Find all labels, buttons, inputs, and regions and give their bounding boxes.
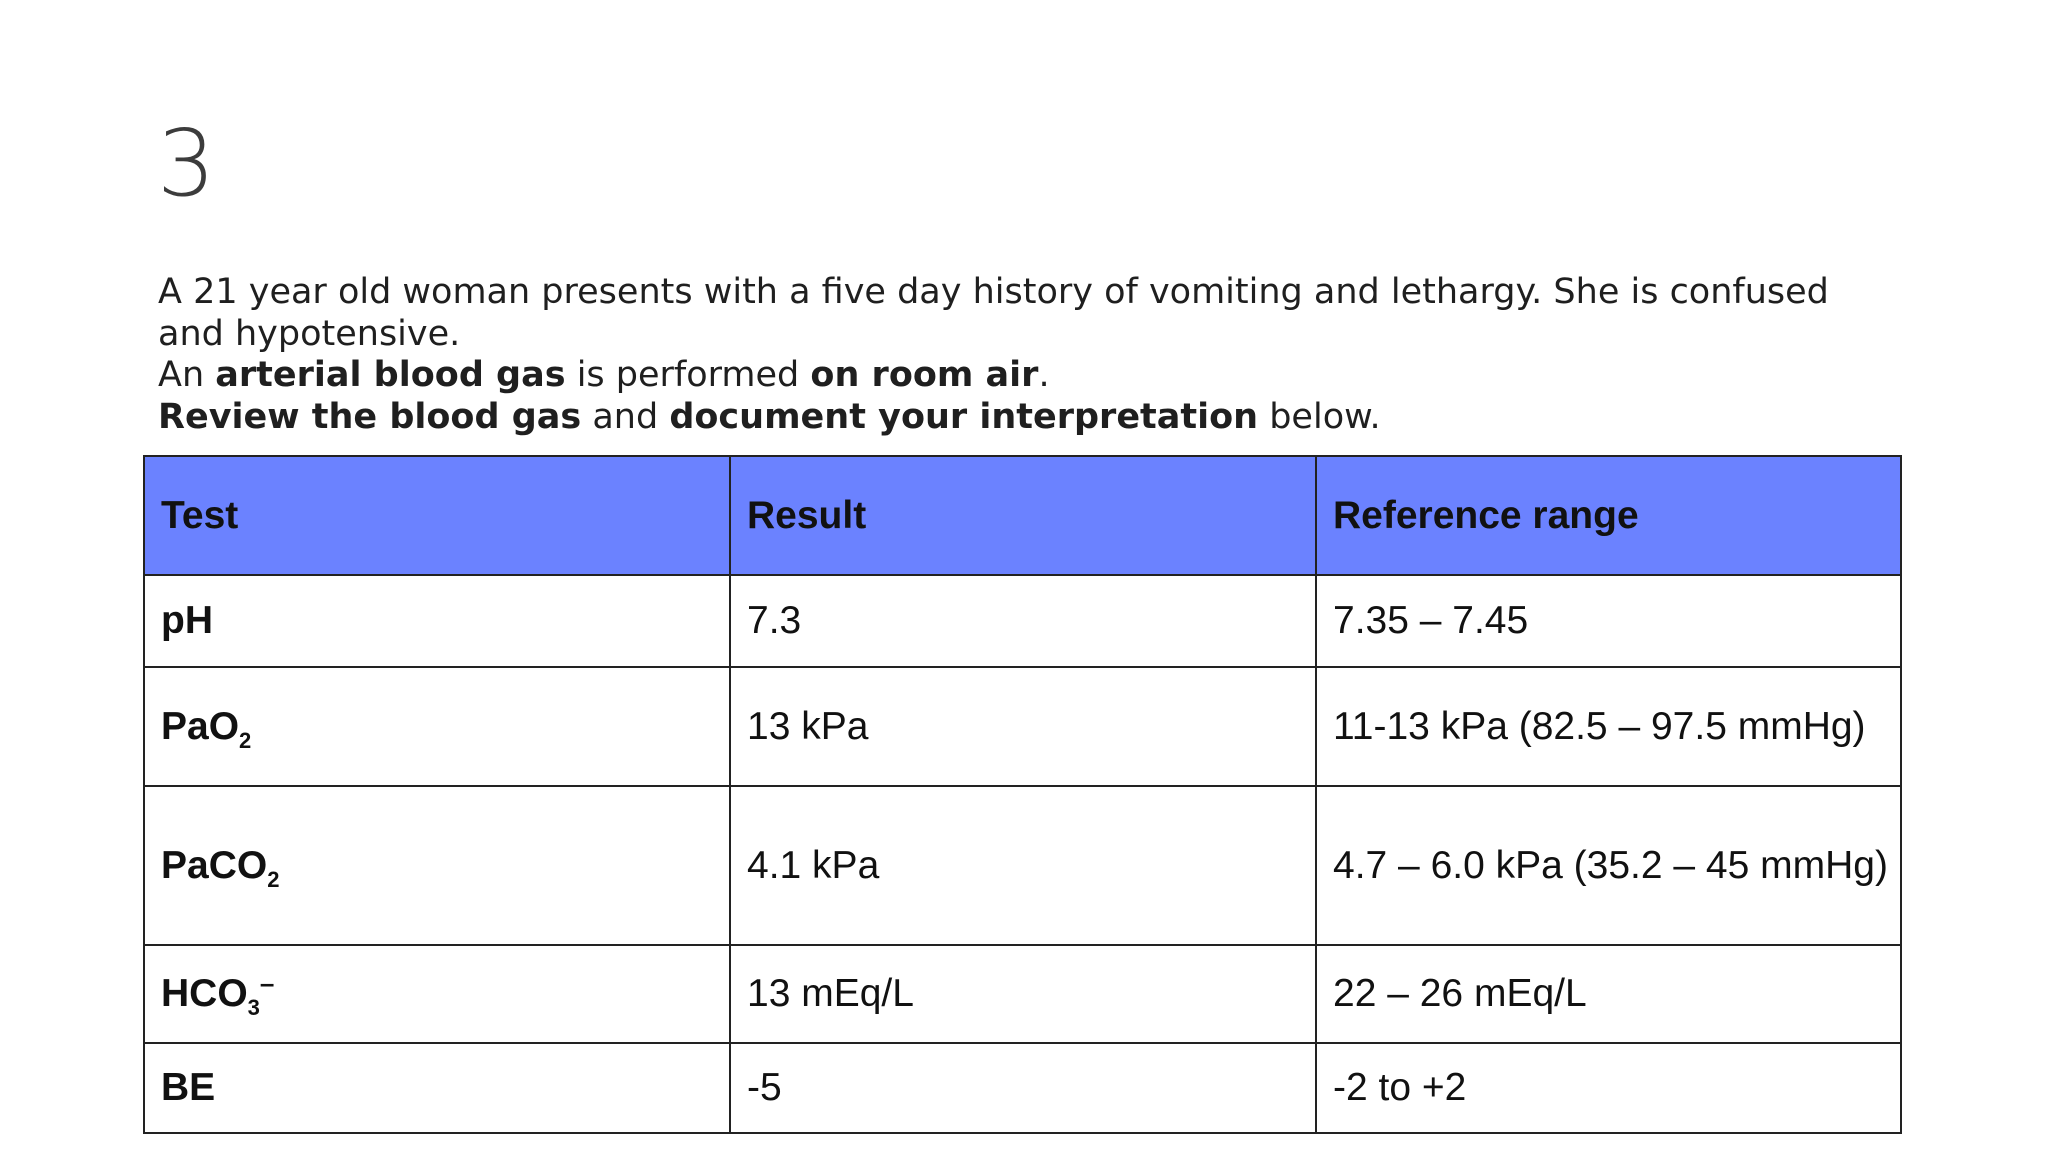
test-name-ph: pH xyxy=(144,575,730,667)
result-hco3: 13 mEq/L xyxy=(730,945,1316,1043)
table-row-paco2 xyxy=(144,786,1901,945)
test-name-hco3 xyxy=(144,945,730,1043)
abg-context-pre: An xyxy=(158,355,216,395)
reference-paco2: 4.7 – 6.0 kPa (35.2 – 45 mmHg) xyxy=(1316,786,1901,945)
table-header-row xyxy=(144,456,1901,575)
instruction-mid: and xyxy=(581,396,670,437)
instruction-post: below. xyxy=(1258,396,1381,437)
abg-context-mid: is performed xyxy=(565,355,811,395)
test-name-paco2-base: PaCO xyxy=(161,843,268,887)
table-row-ph xyxy=(144,575,1901,667)
result-paco2: 4.1 kPa xyxy=(730,786,1316,945)
case-description xyxy=(158,272,1878,438)
test-name-paco2 xyxy=(144,786,730,945)
case-presentation-text xyxy=(158,272,1878,355)
column-header-reference: Reference range xyxy=(1316,456,1901,575)
test-name-pao2-base: PaO xyxy=(161,704,240,748)
table-row-hco3 xyxy=(144,945,1901,1043)
test-name-hco3-superscript: – xyxy=(259,968,275,998)
reference-ph: 7.35 – 7.45 xyxy=(1316,575,1901,667)
abg-context-post: . xyxy=(1038,355,1050,395)
test-name-pao2 xyxy=(144,667,730,786)
table-body xyxy=(144,575,1901,1133)
instruction-emphasis-review: Review the blood gas xyxy=(158,396,582,437)
instruction-text xyxy=(158,397,1878,439)
result-be: -5 xyxy=(730,1043,1316,1133)
result-pao2: 13 kPa xyxy=(730,667,1316,786)
slide-number: 3 xyxy=(157,110,216,217)
case-presentation-line: A 21 year old woman presents with a five day history of vomiting and lethargy. She is confused and hypotensive. xyxy=(158,272,1829,354)
column-header-result: Result xyxy=(730,456,1316,575)
instruction-emphasis-document: document your interpretation xyxy=(669,396,1259,437)
test-name-be: BE xyxy=(144,1043,730,1133)
abg-context-text xyxy=(158,355,1878,397)
result-ph: 7.3 xyxy=(730,575,1316,667)
reference-pao2: 11-13 kPa (82.5 – 97.5 mmHg) xyxy=(1316,667,1901,786)
abg-emphasis-room-air: on room air xyxy=(810,355,1039,395)
test-name-hco3-subscript: 3 xyxy=(247,995,260,1020)
column-header-test: Test xyxy=(144,456,730,575)
reference-be: -2 to +2 xyxy=(1316,1043,1901,1133)
test-name-hco3-base: HCO xyxy=(161,972,248,1015)
table-header xyxy=(144,456,1901,575)
test-name-pao2-subscript: 2 xyxy=(239,727,252,753)
abg-emphasis-arterial: arterial blood gas xyxy=(215,355,566,395)
table-row-be xyxy=(144,1043,1901,1133)
table-row-pao2 xyxy=(144,667,1901,786)
reference-hco3: 22 – 26 mEq/L xyxy=(1316,945,1901,1043)
blood-gas-table xyxy=(143,455,1902,1134)
test-name-paco2-subscript: 2 xyxy=(267,866,280,892)
